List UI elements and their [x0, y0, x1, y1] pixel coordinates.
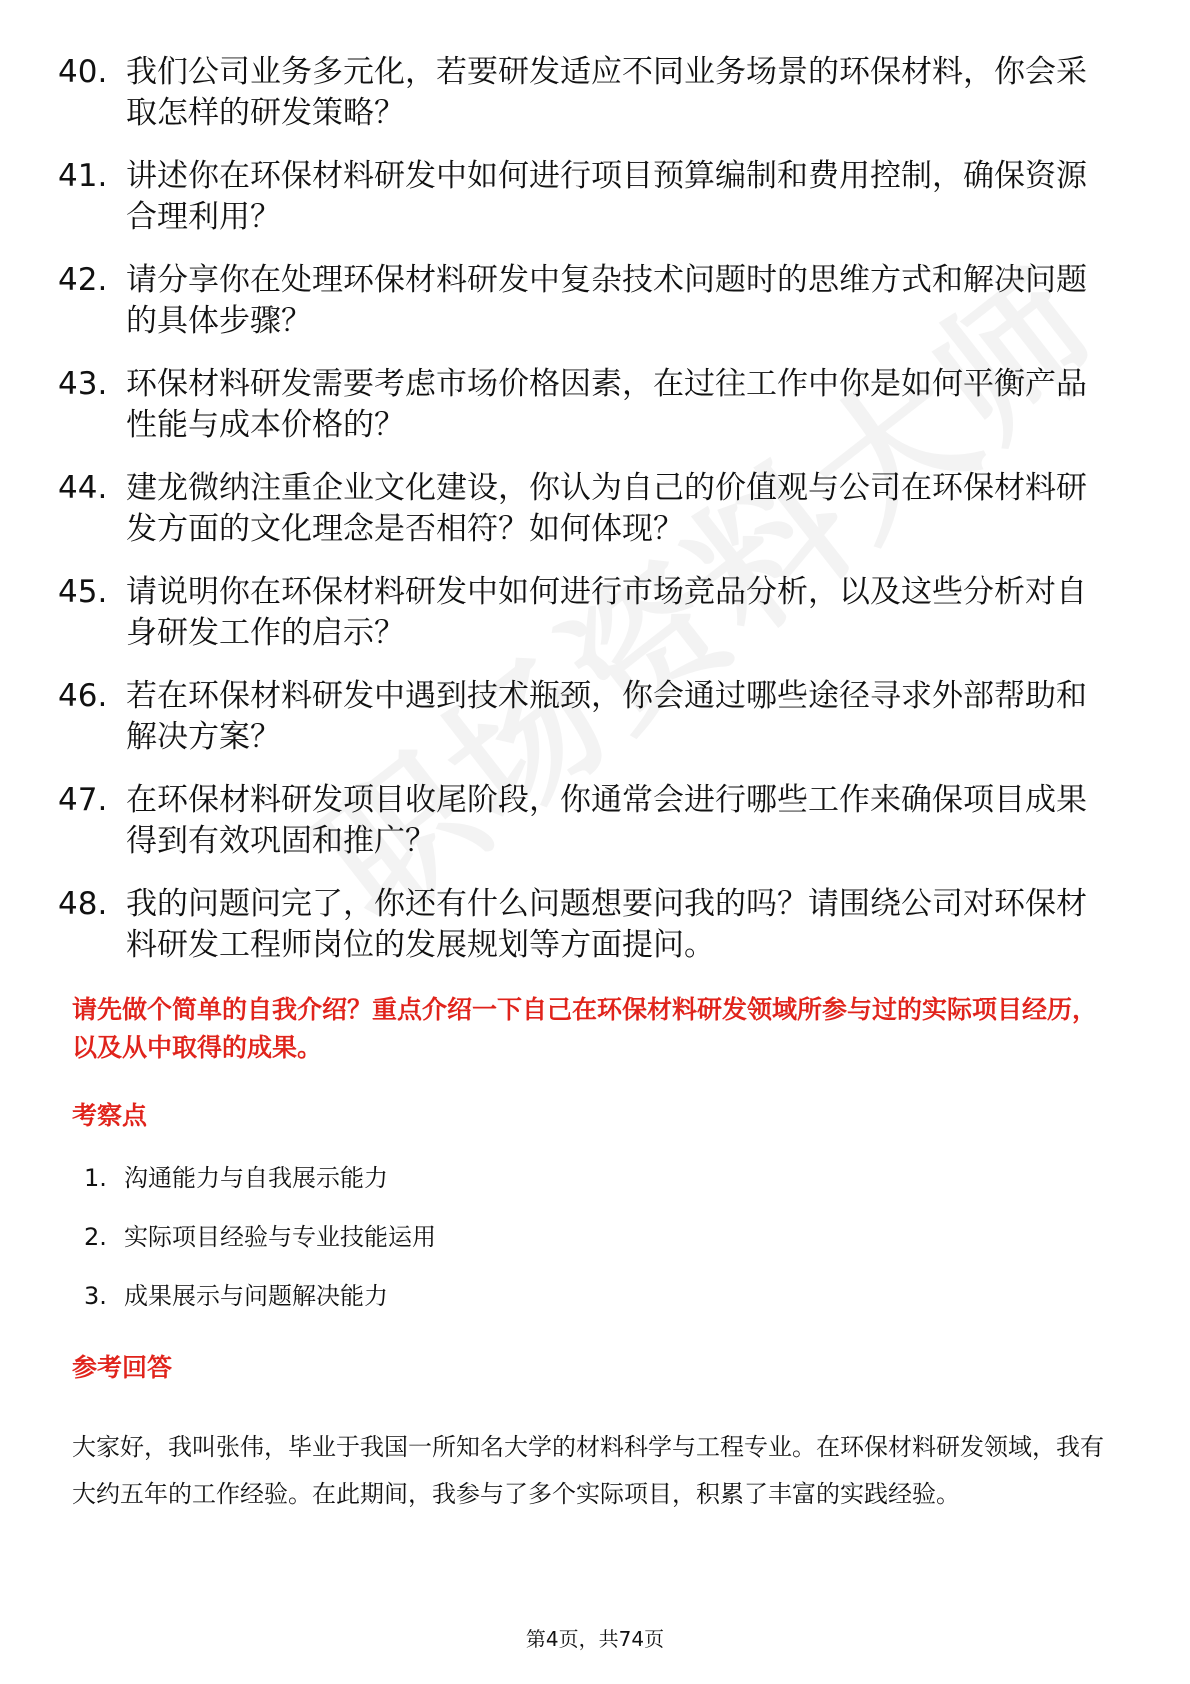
- question-text: 我的问题问完了，你还有什么问题想要问我的吗？请围绕公司对环保材料研发工程师岗位的发展规划等方面提问。: [126, 886, 1087, 963]
- question-number: 46.: [58, 678, 108, 714]
- point-text: 沟通能力与自我展示能力: [124, 1164, 388, 1192]
- question-item: [58, 260, 1108, 342]
- question-item: [58, 468, 1108, 550]
- question-number: 44.: [58, 470, 108, 506]
- question-item: [58, 364, 1108, 446]
- question-item: [58, 780, 1108, 862]
- highlight-question: 请先做个简单的自我介绍？重点介绍一下自己在环保材料研发领域所参与过的实际项目经历，以及从中取得的成果。: [72, 995, 1098, 1062]
- point-number: 3.: [84, 1282, 107, 1310]
- point-number: 2.: [84, 1223, 107, 1251]
- assessment-point: [84, 1280, 436, 1339]
- reference-title: 参考回答: [72, 1353, 173, 1382]
- question-item: [58, 572, 1108, 654]
- assessment-point: [84, 1221, 436, 1280]
- assessment-points: [84, 1162, 436, 1339]
- point-number: 1.: [84, 1164, 107, 1192]
- question-list: [58, 52, 1108, 988]
- question-item: [58, 676, 1108, 758]
- assessment-point: [84, 1162, 436, 1221]
- question-item: [58, 52, 1108, 134]
- question-number: 47.: [58, 782, 108, 818]
- question-number: 45.: [58, 574, 108, 610]
- question-item: [58, 884, 1108, 966]
- question-text: 在环保材料研发项目收尾阶段，你通常会进行哪些工作来确保项目成果得到有效巩固和推广？: [126, 782, 1087, 859]
- point-text: 成果展示与问题解决能力: [124, 1282, 388, 1310]
- question-number: 40.: [58, 54, 108, 90]
- question-number: 42.: [58, 262, 108, 298]
- question-text: 请分享你在处理环保材料研发中复杂技术问题时的思维方式和解决问题的具体步骤？: [126, 262, 1087, 339]
- question-text: 请说明你在环保材料研发中如何进行市场竞品分析，以及这些分析对自身研发工作的启示？: [126, 574, 1087, 651]
- question-text: 若在环保材料研发中遇到技术瓶颈，你会通过哪些途径寻求外部帮助和解决方案？: [126, 678, 1087, 755]
- page-footer: 第4页，共74页: [525, 1627, 665, 1651]
- question-text: 讲述你在环保材料研发中如何进行项目预算编制和费用控制，确保资源合理利用？: [126, 158, 1087, 235]
- question-text: 环保材料研发需要考虑市场价格因素，在过往工作中你是如何平衡产品性能与成本价格的？: [126, 366, 1087, 443]
- question-text: 我们公司业务多元化，若要研发适应不同业务场景的环保材料，你会采取怎样的研发策略？: [126, 54, 1087, 131]
- point-text: 实际项目经验与专业技能运用: [124, 1223, 436, 1251]
- question-text: 建龙微纳注重企业文化建设，你认为自己的价值观与公司在环保材料研发方面的文化理念是否相符？如何体现？: [126, 470, 1087, 547]
- reference-answer: 大家好，我叫张伟，毕业于我国一所知名大学的材料科学与工程专业。在环保材料研发领域，我有大约五年的工作经验。在此期间，我参与了多个实际项目，积累了丰富的实践经验。: [72, 1433, 1104, 1508]
- question-number: 43.: [58, 366, 108, 402]
- question-number: 48.: [58, 886, 108, 922]
- assessment-title: 考察点: [72, 1101, 148, 1130]
- question-number: 41.: [58, 158, 108, 194]
- question-item: [58, 156, 1108, 238]
